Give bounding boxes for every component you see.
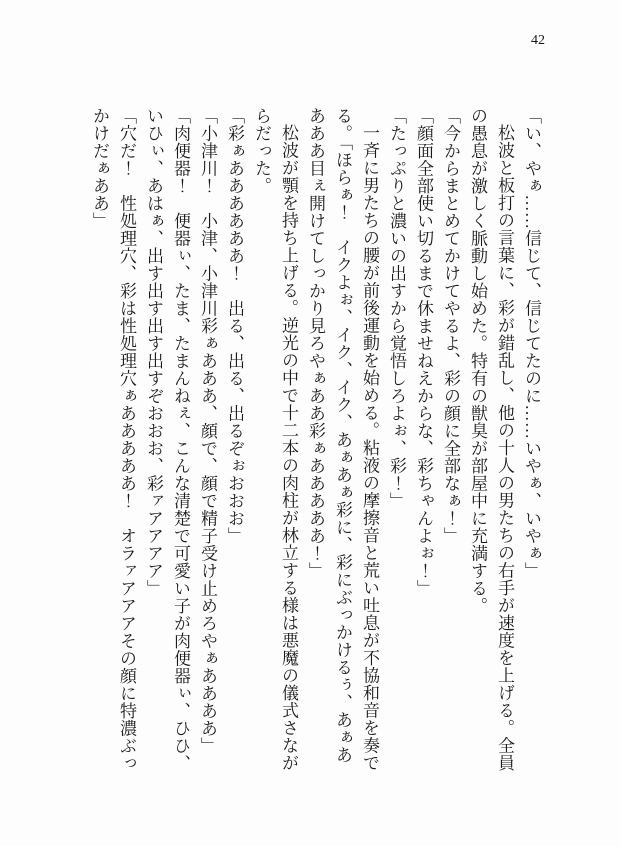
paragraph-dialogue: 「小津川！ 小津、小津川彩ぁあああ、顔で、顔で精子受け止めろやぁああああ」	[198, 107, 217, 755]
paragraph-narrative: 松波が顎を持ち上げる。逆光の中で十二本の肉柱が林立する様は悪魔の儀式さながらだった。	[252, 107, 298, 772]
paragraph-narrative: 一斉に男たちの腰が前後運動を始める。粘液の摩擦音と荒い吐息が不協和音を奏でる。「ほらぁ！ イクよぉ、イク、イク、あぁあぁ彩に、彩にぶっかけるぅ、あぁああああ目ぇ開けてしっかり見ろやぁああ彩ぁあああああ！」	[306, 107, 379, 772]
paragraph-dialogue: 「顔面全部使い切るまで休ませねえからな、彩ちゃんよぉ！」	[414, 107, 433, 597]
paragraph-dialogue: 「穴だ！ 性処理穴、彩は性処理穴ぁあああああ！ オラァアアアその顔に特濃ぶっかけだぁああ」	[90, 107, 136, 772]
paragraph-dialogue: 「い、やぁ……信じて、信じてたのに……いやぁ、いやぁ」	[522, 107, 541, 580]
paragraph-dialogue: 「肉便器！ 便器ぃ、たま、たまんねぇ、こんな清楚で可愛い子が肉便器ぃ、ひひ、いひぃ、あはぁ、出す出す出す出すぞおおお、彩ァアアアア」	[144, 107, 190, 772]
page-number: 42	[531, 33, 545, 48]
paragraph-narrative: 松波と板打の言葉に、彩が錯乱し、他の十人の男たちの右手が速度を上げる。全員の愚息が激しく脈動し始めた。特有の獣臭が部屋中に充満する。	[468, 107, 514, 772]
paragraph-dialogue: 「彩ぁああああああ！ 出る、出る、出るぞぉおおお」	[225, 107, 244, 545]
vertical-text-block	[86, 107, 545, 779]
paragraph-dialogue: 「今からまとめてかけてやるよ、彩の顔に全部なぁ！」	[441, 107, 460, 545]
paragraph-dialogue: 「たっぷりと濃いの出すから覚悟しろよぉ、彩！」	[387, 107, 406, 510]
